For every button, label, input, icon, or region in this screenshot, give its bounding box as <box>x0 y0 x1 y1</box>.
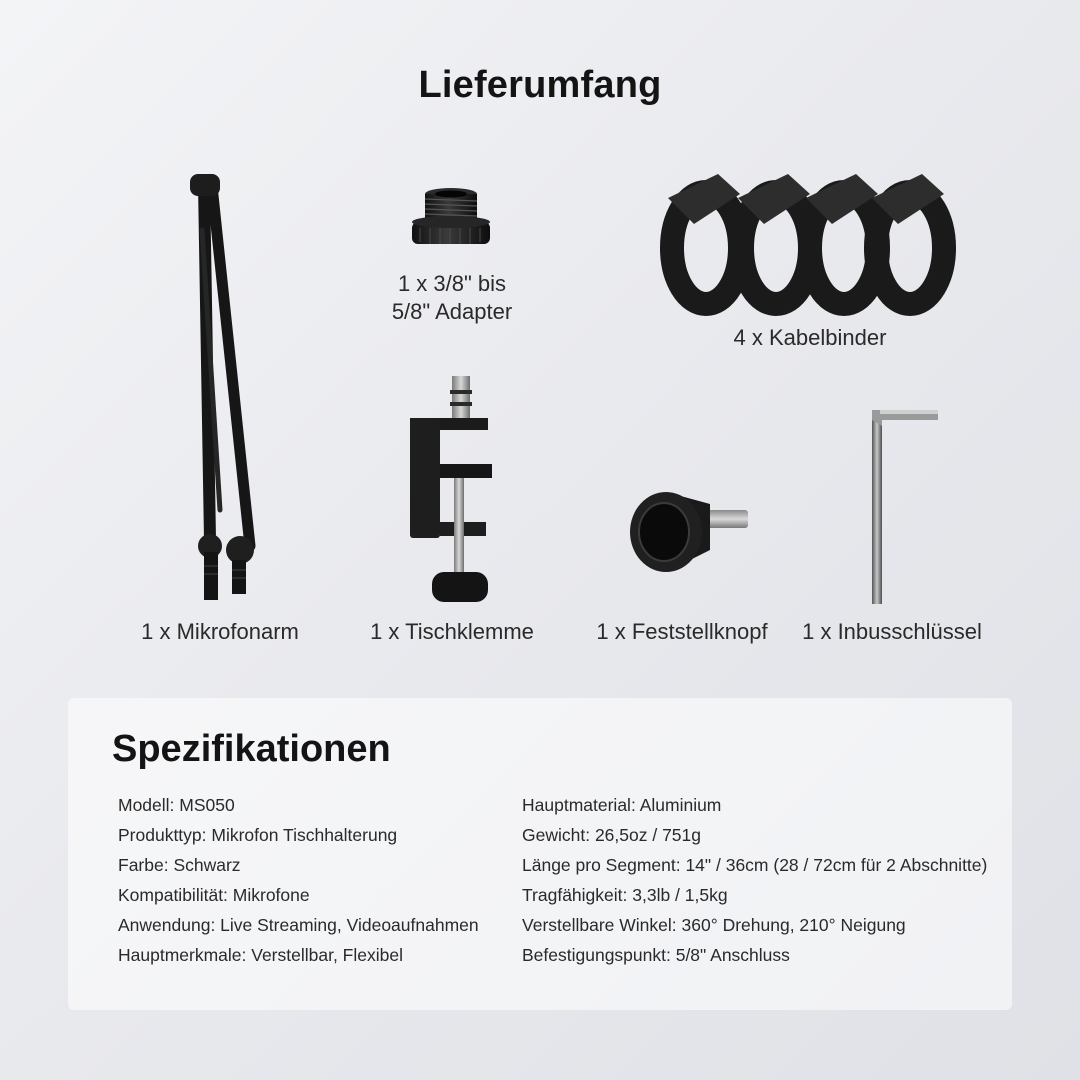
spec-row: Farbe: Schwarz <box>118 855 241 875</box>
spec-row: Gewicht: 26,5oz / 751g <box>522 825 701 845</box>
item-label-cable-ties: 4 x Kabelbinder <box>733 325 887 350</box>
spec-list-right <box>522 790 987 970</box>
spec-row: Anwendung: Live Streaming, Videoaufnahmen <box>118 915 479 935</box>
spec-row: Tragfähigkeit: 3,3lb / 1,5kg <box>522 885 728 905</box>
item-label-allen-key: 1 x Inbusschlüssel <box>802 619 982 644</box>
item-label-mic-arm: 1 x Mikrofonarm <box>141 619 299 644</box>
spec-row: Produkttyp: Mikrofon Tischhalterung <box>118 825 398 845</box>
item-label-locking-knob: 1 x Feststellknopf <box>596 619 768 644</box>
spec-row: Verstellbare Winkel: 360° Drehung, 210° Neigung <box>522 915 906 935</box>
item-label-adapter: 1 x 3/8" bis 5/8" Adapter <box>391 271 513 324</box>
desk-clamp-icon <box>404 372 504 606</box>
spec-row: Befestigungspunkt: 5/8" Anschluss <box>522 945 790 965</box>
spec-row: Länge pro Segment: 14" / 36cm (28 / 72cm für 2 Abschnitte) <box>522 855 988 875</box>
item-label-desk-clamp: 1 x Tischklemme <box>370 619 534 644</box>
spec-row: Hauptmaterial: Aluminium <box>522 795 722 815</box>
spec-row: Modell: MS050 <box>118 795 235 815</box>
cable-ties-icon <box>658 168 958 314</box>
page-title: Lieferumfang <box>418 64 662 106</box>
locking-knob-icon <box>626 488 750 578</box>
spec-list-left <box>118 790 479 970</box>
spec-title: Spezifikationen <box>112 728 391 770</box>
adapter-icon <box>406 184 496 254</box>
allen-key-icon <box>866 406 942 610</box>
spec-row: Hauptmerkmale: Verstellbar, Flexibel <box>118 945 403 965</box>
mic-arm-icon <box>180 170 270 606</box>
spec-row: Kompatibilität: Mikrofone <box>118 885 310 905</box>
